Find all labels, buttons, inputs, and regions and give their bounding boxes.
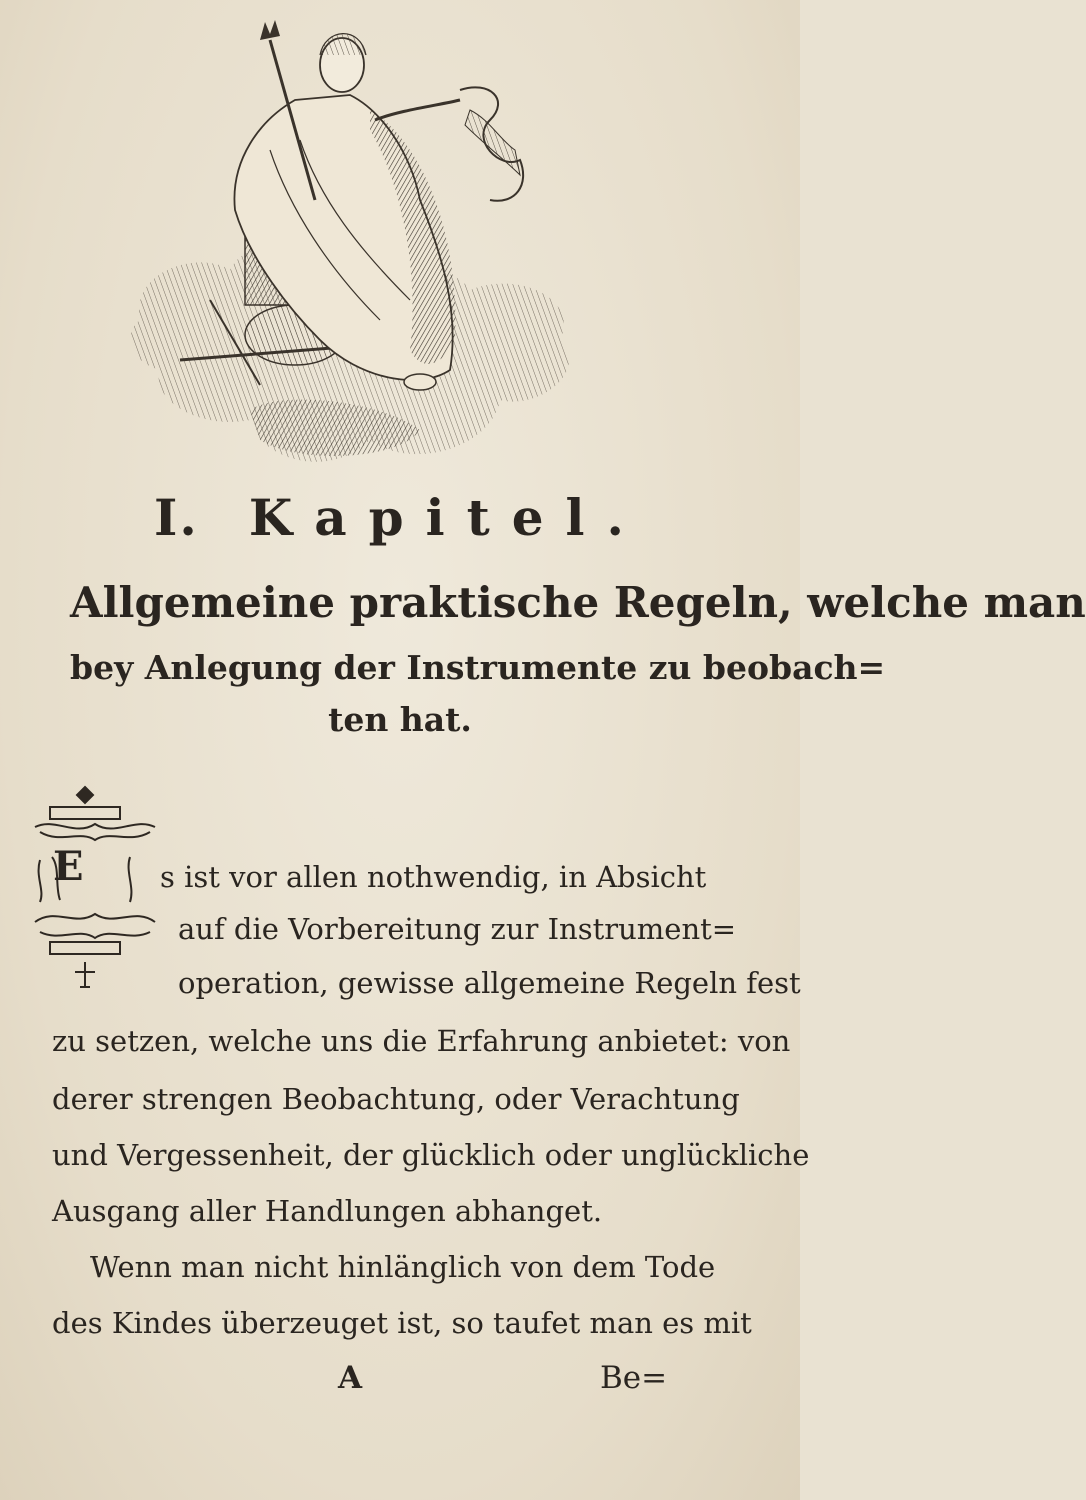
body-line: und Vergessenheit, der glücklich oder unglückliche [52, 1138, 810, 1172]
chapter-title [0, 488, 800, 547]
body-line: Wenn man nicht hinlänglich von dem Tode [90, 1250, 716, 1284]
body-line: derer strengen Beobachtung, oder Verachtung [52, 1082, 740, 1116]
body-line: auf die Vorbereitung zur Instrument= [178, 912, 737, 946]
signature-mark: A [338, 1360, 363, 1396]
chapter-word: Kapitel. [248, 488, 646, 547]
catchword: Be= [600, 1360, 668, 1396]
chapter-heading-line-2: bey Anlegung der Instrumente zu beobach= [70, 648, 886, 687]
body-line: zu setzen, welche uns die Erfahrung anbietet: von [52, 1024, 791, 1058]
chapter-number: I. [154, 488, 199, 547]
chapter-heading-line-1: Allgemeine praktische Regeln, welche man [70, 578, 1086, 627]
body-line: Ausgang aller Handlungen abhanget. [52, 1194, 603, 1228]
chapter-heading-line-3: ten hat. [328, 700, 472, 739]
ornamental-initial-frame-icon [30, 782, 160, 997]
body-line: des Kindes überzeuget ist, so taufet man es mit [52, 1306, 752, 1340]
body-line: operation, gewisse allgemeine Regeln fest [178, 966, 801, 1000]
body-line: s ist vor allen nothwendig, in Absicht [160, 860, 707, 894]
allegorical-figure-on-cloud-icon [120, 10, 590, 490]
drop-cap-initial: E [53, 843, 84, 890]
